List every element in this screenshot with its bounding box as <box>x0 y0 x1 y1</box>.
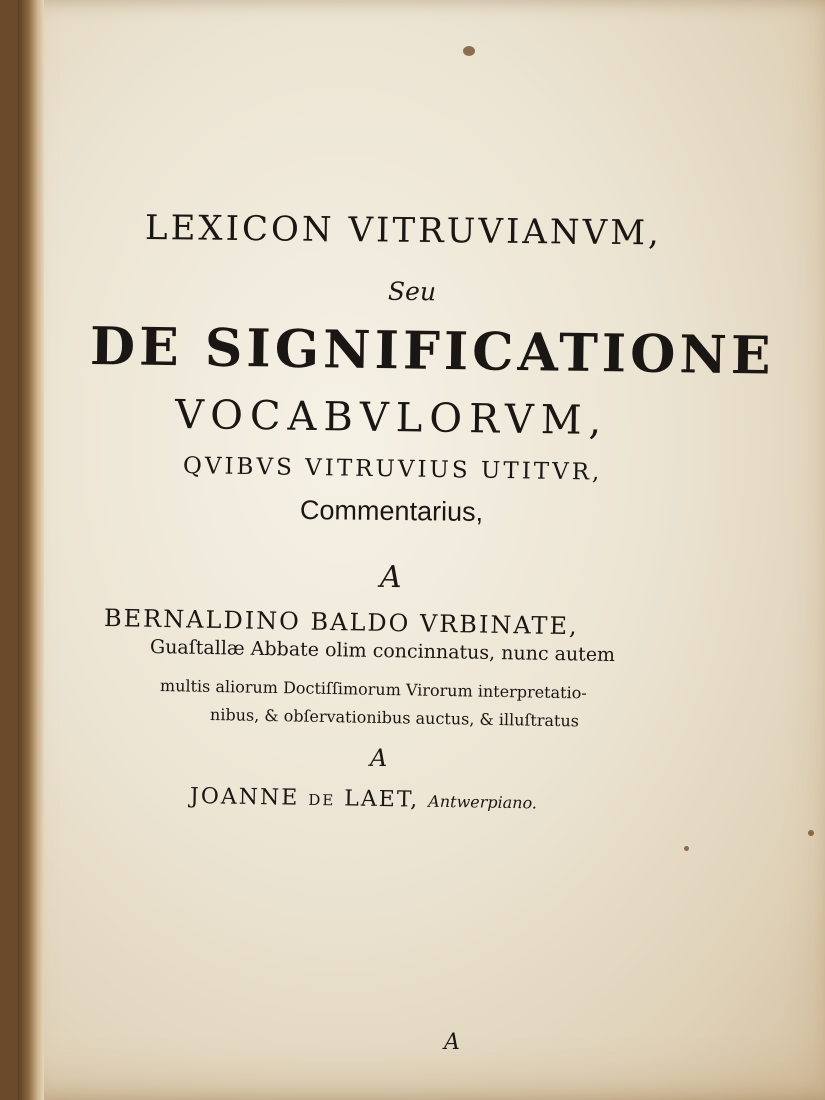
editor-de: DE <box>308 790 336 810</box>
title-line-significatione: DE SIGNIFICATIONE <box>89 316 775 387</box>
description-line-3: nibus, & obſervationibus auctus, & illuſtratus <box>209 705 580 731</box>
ink-spot <box>808 830 814 836</box>
catchword: A <box>444 1030 460 1055</box>
title-line-a-2: A <box>369 743 388 773</box>
page-left-edge <box>18 0 44 1100</box>
editor-place: Antwerpiano. <box>428 791 538 813</box>
title-line-quibus: QVIBVS VITRUVIUS UTITVR, <box>182 453 603 486</box>
title-line-commentarius: Commentarius, <box>299 495 484 527</box>
description-line-2: multis aliorum Doctiſſimorum Virorum interpretatio- <box>159 676 587 703</box>
editor-surname: LAET, <box>344 786 420 813</box>
description-line-1: Guaſtallæ Abbate olim concinnatus, nunc autem <box>149 636 616 667</box>
editor-name: JOANNE <box>189 784 300 811</box>
title-line-lexicon: LEXICON VITRUVIANVM, <box>144 208 663 254</box>
title-line-vocabulorum: VOCABVLORVM, <box>174 392 609 445</box>
title-line-a-1: A <box>379 559 402 596</box>
book-page <box>18 0 825 1100</box>
ink-spot <box>463 46 475 56</box>
author-line: BERNALDINO BALDO VRBINATE, <box>103 604 579 641</box>
title-line-seu: Seu <box>387 276 437 307</box>
